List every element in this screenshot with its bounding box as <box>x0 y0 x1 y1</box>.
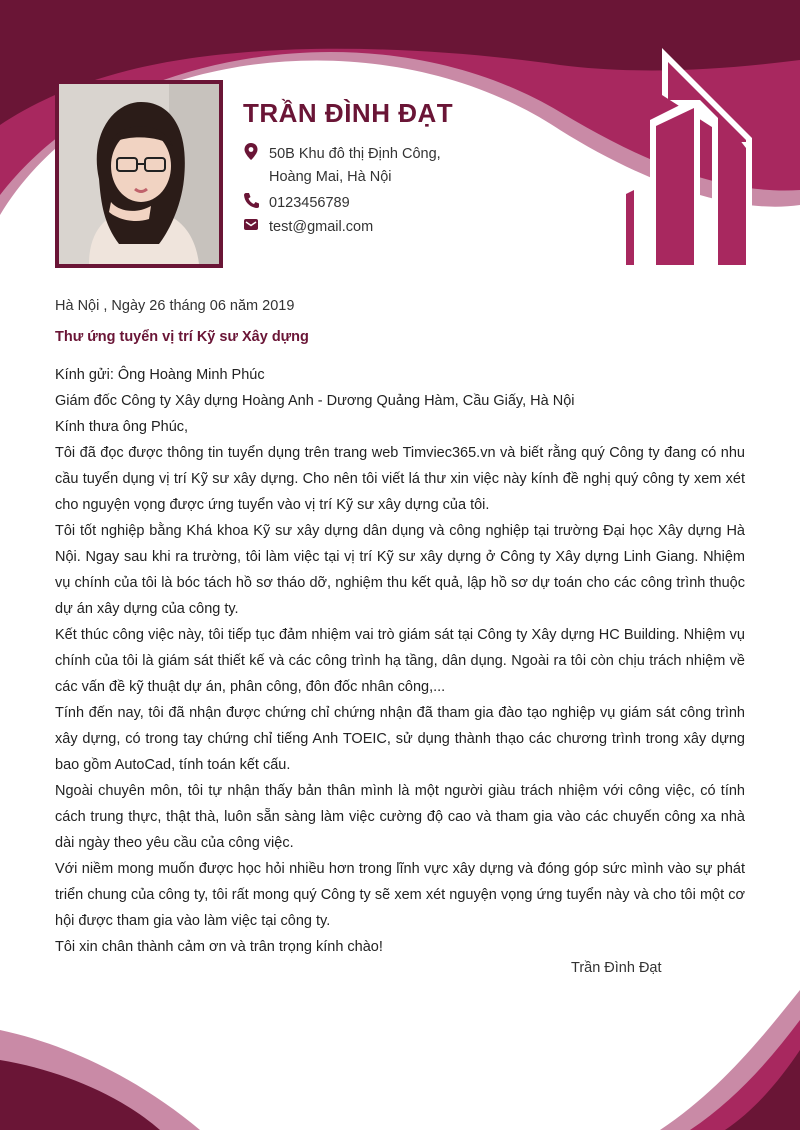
letter-paragraph: Với niềm mong muốn được học hỏi nhiều hơn trong lĩnh vực xây dựng và đóng góp sức mình vào sự phát triển chung của công ty, tôi rất mong quý Công ty sẽ xem xét nguyện vọng ứng tuyển này và cho tôi một cơ hội được tham gia vào làm việc tại công ty. <box>55 861 745 929</box>
address-text: 50B Khu đô thị Định Công, Hoàng Mai, Hà Nội <box>269 146 441 185</box>
letter-body <box>55 362 745 960</box>
profile-photo-frame <box>55 80 223 268</box>
letter-paragraph: Tôi tốt nghiệp bằng Khá khoa Kỹ sư xây dựng dân dụng và công nghiệp tại trường Đại học Xây dựng Hà Nội. Ngay sau khi ra trường, tôi làm việc tại vị trí Kỹ sư xây dựng ở Công ty Xây dựng Linh Giang. Nhiệm vụ chính của tôi là bóc tách hồ sơ tháo dỡ, nghiệm thu kết quả, lập hồ sơ dự toán cho các công trình thuộc dự án xây dựng của công ty. <box>55 523 745 617</box>
letter-paragraph: Tính đến nay, tôi đã nhận được chứng chỉ chứng nhận đã tham gia đào tạo nghiệp vụ giám sát công trình xây dựng, có trong tay chứng chỉ tiếng Anh TOEIC, sử dụng thành thạo các chương trình trong xây dựng bao gồm AutoCad, tính toán kết cấu. <box>55 705 745 773</box>
letter-paragraph: Giám đốc Công ty Xây dựng Hoàng Anh - Dương Quảng Hàm, Cầu Giấy, Hà Nội <box>55 393 575 409</box>
phone-text: 0123456789 <box>269 195 350 211</box>
signature: Trần Đình Đạt <box>571 960 662 976</box>
letter-paragraph: Kính thưa ông Phúc, <box>55 419 189 435</box>
letter-paragraph: Tôi đã đọc được thông tin tuyển dụng trên trang web Timviec365.vn và biết rằng quý Công ty đang có nhu cầu tuyển dụng vị trí Kỹ sư xây dựng. Cho nên tôi viết lá thư xin việc này kính đề nghị quý công ty xem xét cho nguyện vọng được ứng tuyển vào vị trí Kỹ sư xây dựng của tôi. <box>55 445 745 513</box>
letter-date: Hà Nội , Ngày 26 tháng 06 năm 2019 <box>55 298 295 314</box>
letter-paragraph: Kết thúc công việc này, tôi tiếp tục đảm nhiệm vai trò giám sát tại Công ty Xây dựng HC Building. Nhiệm vụ chính của tôi là giám sát thiết kế và các công trình hạ tầng, dân dụng. Ngoài ra tôi còn chịu trách nhiệm về các vấn đề kỹ thuật dự án, phân công, đôn đốc nhân công,... <box>55 627 745 695</box>
letter-paragraph: Ngoài chuyên môn, tôi tự nhận thấy bản thân mình là một người giàu trách nhiệm với công việc, có tính cách trung thực, thật thà, luôn sẵn sàng làm việc cường độ cao và tham gia vào các chuyến công xa nhà dài ngày theo yêu cầu của công việc. <box>55 783 745 851</box>
email-icon <box>243 216 259 234</box>
letter-paragraph: Tôi xin chân thành cảm ơn và trân trọng kính chào! <box>55 939 383 955</box>
phone-icon <box>243 192 259 210</box>
email-text: test@gmail.com <box>269 219 374 235</box>
profile-photo <box>59 84 219 264</box>
location-pin-icon <box>243 143 259 161</box>
applicant-name: TRẦN ĐÌNH ĐẠT <box>243 98 454 128</box>
letter-paragraph: Kính gửi: Ông Hoàng Minh Phúc <box>55 367 265 383</box>
letter-subject: Thư ứng tuyển vị trí Kỹ sư Xây dựng <box>55 329 309 345</box>
